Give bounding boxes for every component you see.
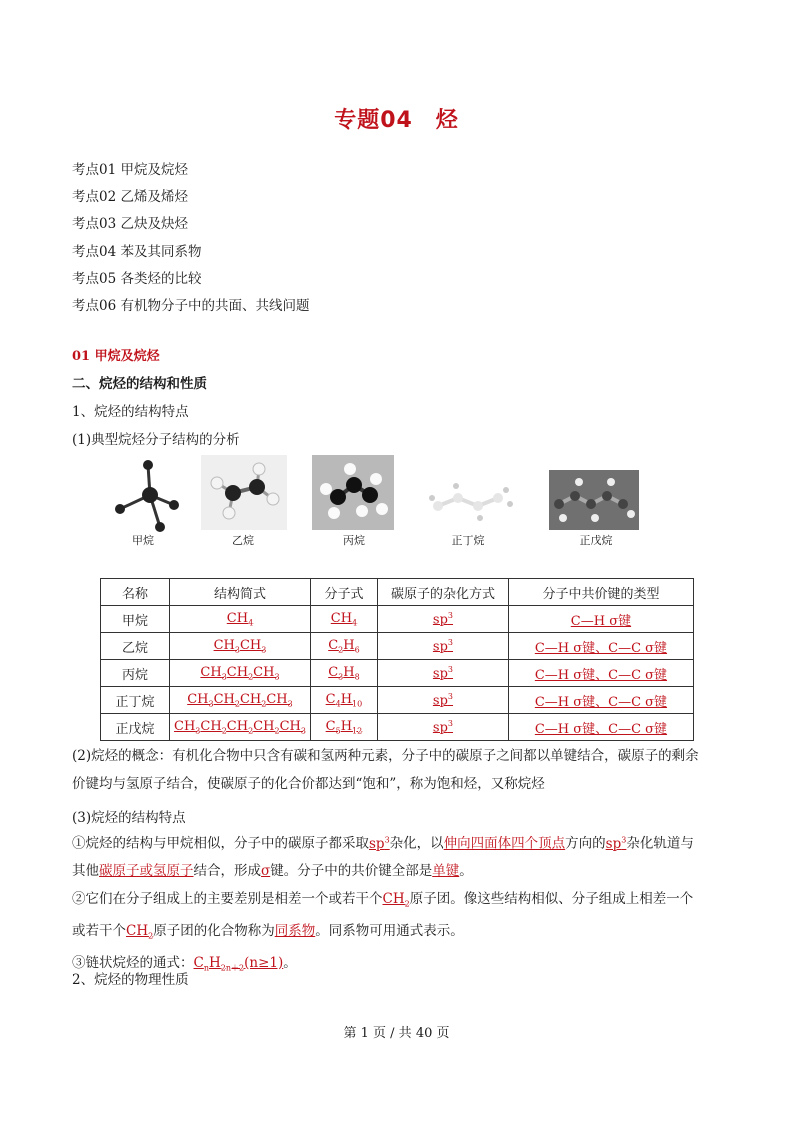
cell-bond: C—H σ键、C—C σ键	[508, 687, 693, 714]
cell-hybrid: $sp^3$	[377, 660, 508, 687]
table-row	[101, 660, 694, 687]
text: 杂化轨道与	[626, 835, 694, 852]
toc-item[interactable]: 考点06 有机物分子中的共面、共线问题	[72, 298, 310, 315]
subheading: (3)烷烃的结构特点	[72, 810, 186, 826]
caption-pentane: 正戊烷	[579, 534, 613, 547]
answer-blank: $sp^3$	[369, 835, 390, 852]
answer-blank: $CH_2$	[126, 922, 154, 941]
paragraph-concept	[72, 743, 732, 798]
cell-hybrid: $sp^3$	[377, 714, 508, 741]
table-row	[101, 687, 694, 714]
page-footer: 第 1 页 / 共 40 页	[343, 1026, 450, 1041]
table-header: 结构简式	[170, 579, 311, 606]
table-header-row	[101, 579, 694, 606]
cell-struct: $CH_3CH_2CH_2CH_2CH_3$	[170, 714, 311, 741]
propane-model-image	[312, 455, 394, 530]
table-row	[101, 633, 694, 660]
text: 。	[283, 954, 297, 971]
cell-name: 丙烷	[101, 660, 170, 687]
alkane-table	[100, 578, 694, 741]
cell-struct: $CH_3CH_2CH_2CH_3$	[170, 687, 311, 714]
text: ②它们在分子组成上的主要差别是相差一个或若干个	[72, 890, 383, 907]
cell-name: 正丁烷	[101, 687, 170, 714]
cell-struct: $CH_4$	[170, 606, 311, 633]
answer-blank: $sp^3$	[605, 835, 627, 852]
table-header: 名称	[101, 579, 170, 606]
caption-propane: 丙烷	[343, 534, 365, 547]
cell-formula: $CH_4$	[310, 606, 377, 633]
answer-blank: 伸向四面体四个顶点	[443, 835, 566, 852]
text: 方向的	[565, 835, 606, 852]
text: 其他	[72, 863, 99, 879]
cell-bond: C—H σ键、C—C σ键	[508, 660, 693, 687]
text: 或若干个	[72, 922, 126, 939]
ethane-model-image	[201, 455, 287, 530]
cell-bond: C—H σ键、C—C σ键	[508, 714, 693, 741]
cell-hybrid: $sp^3$	[377, 606, 508, 633]
toc	[72, 157, 309, 320]
text: ③链状烷烃的通式：	[72, 954, 194, 971]
cell-name: 甲烷	[101, 606, 170, 633]
heading: 二、烷烃的结构和性质	[72, 376, 207, 392]
text: 。同系物可用通式表示。	[315, 922, 464, 939]
cell-name: 正戊烷	[101, 714, 170, 741]
cell-formula: $C_4H_{10}$	[310, 687, 377, 714]
cell-name: 乙烷	[101, 633, 170, 660]
text-line	[72, 918, 732, 950]
toc-item[interactable]: 考点01 甲烷及烷烃	[72, 162, 188, 178]
table-header: 分子中共价键的类型	[508, 579, 693, 606]
table-header: 分子式	[310, 579, 377, 606]
pentane-model-image	[549, 470, 639, 530]
caption-ethane: 乙烷	[232, 534, 254, 547]
answer-blank: 碳原子或氢原子	[99, 863, 194, 879]
text-line	[72, 886, 732, 918]
toc-item[interactable]: 考点02 乙烯及烯烃	[72, 189, 188, 206]
text: 杂化，以	[389, 835, 444, 852]
cell-struct: $CH_3CH_2CH_3$	[170, 660, 311, 687]
cell-bond: C—H σ键、C—C σ键	[508, 633, 693, 660]
cell-formula: $C_3H_8$	[310, 660, 377, 687]
subheading: 1、烷烃的结构特点	[72, 404, 189, 420]
subheading: 2、烷烃的物理性质	[72, 972, 189, 988]
toc-item[interactable]: 考点04 苯及其同系物	[72, 243, 202, 260]
text: 原子团的化合物称为	[153, 922, 275, 939]
text-line	[72, 858, 732, 886]
answer-blank: σ	[261, 863, 271, 879]
answer-blank: $CH_2$	[382, 890, 410, 909]
cell-hybrid: $sp^3$	[377, 687, 508, 714]
cell-hybrid: $sp^3$	[377, 633, 508, 660]
table-header: 碳原子的杂化方式	[377, 579, 508, 606]
cell-bond: C—H σ键	[508, 606, 693, 633]
text-line: (2)烷烃的概念：有机化合物中只含有碳和氢两种元素，分子中的碳原子之间都以单键结合，碳原子的剩余	[72, 748, 699, 764]
answer-blank: 同系物	[274, 922, 316, 939]
subheading: (1)典型烷烃分子结构的分析	[72, 432, 240, 448]
text: 结合，形成	[193, 863, 261, 879]
toc-item[interactable]: 考点03 乙炔及炔烃	[72, 216, 188, 233]
caption-methane: 甲烷	[132, 534, 154, 547]
cell-formula: $C_2H_6$	[310, 633, 377, 660]
cell-struct: $CH_3CH_3$	[170, 633, 311, 660]
caption-butane: 正丁烷	[451, 534, 485, 547]
butane-model-image	[426, 470, 516, 530]
section-heading: 01 甲烷及烷烃	[72, 349, 160, 364]
table-row	[101, 714, 694, 741]
text-line: 价键均与氢原子结合，使碳原子的化合价都达到“饱和”，称为饱和烃，又称烷烃	[72, 775, 545, 792]
paragraph-structure	[72, 826, 732, 982]
toc-item[interactable]: 考点05 各类烃的比较	[72, 270, 202, 287]
text: 。	[459, 863, 473, 879]
text-line	[72, 826, 732, 858]
answer-blank: 单键	[432, 863, 460, 879]
cell-formula: $C_5H_{12}$	[310, 714, 377, 741]
answer-blank: $C_nH_{2n+2}(n\ge 1)$	[193, 954, 284, 973]
text: ①烷烃的结构与甲烷相似，分子中的碳原子都采取	[72, 835, 369, 852]
page-title: 专题04 烃	[334, 108, 459, 133]
text: 原子团。像这些结构相似、分子组成上相差一个	[409, 890, 694, 907]
table-row	[101, 606, 694, 633]
text: 键。分子中的共价键全部是	[270, 863, 433, 879]
